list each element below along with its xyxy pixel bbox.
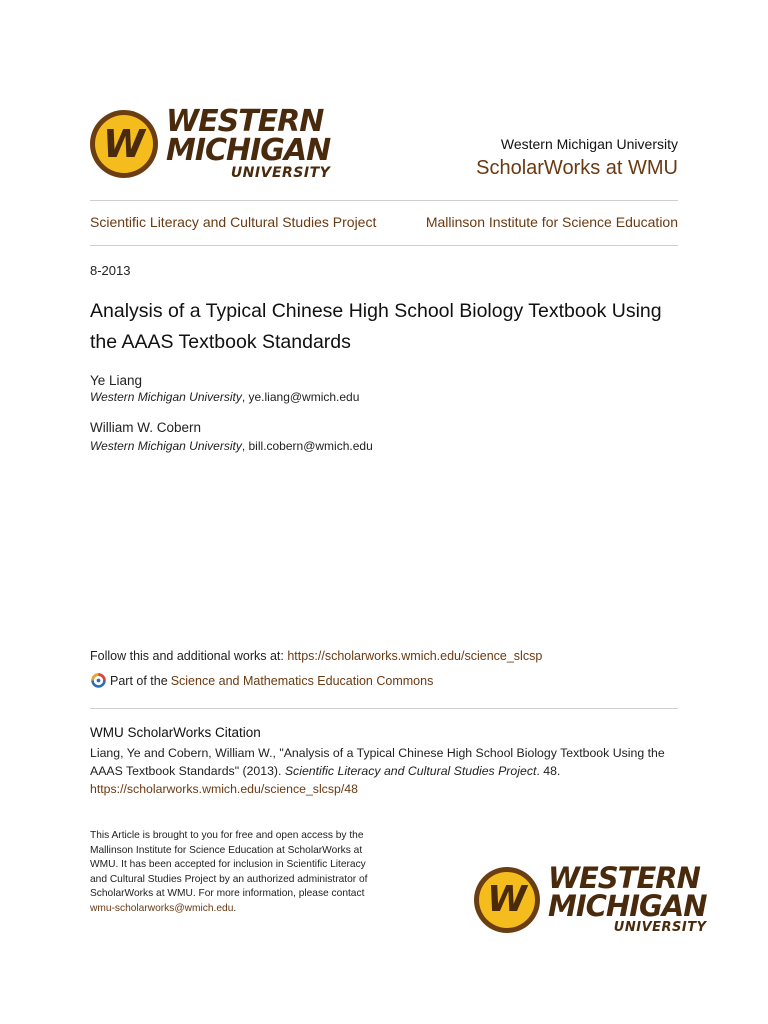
logo-line-1: WESTERN [166,104,324,139]
department-link[interactable]: Mallinson Institute for Science Education [425,214,678,230]
notice-end: . [233,902,237,914]
article-title: Analysis of a Typical Chinese High School Biology Textbook Using the AAAS Textbook Standards [90,300,662,353]
logo-line-2: MICHIGAN [548,888,707,923]
logo-line-3: UNIVERSITY [230,165,331,181]
access-notice [90,829,382,917]
affiliation-text: Western Michigan University [90,390,242,404]
logo-line-1: WESTERN [548,861,700,895]
collection-link[interactable]: Scientific Literacy and Cultural Studies Project [90,214,377,230]
follow-label: Follow this and additional works at: [90,649,288,663]
badge-letter: W [103,122,145,167]
commons-network-icon [90,672,107,689]
commons-link[interactable]: Science and Mathematics Education Commons [170,673,434,688]
logo-line-2: MICHIGAN [166,132,331,168]
notice-text: This Article is brought to you for free and open access by the Mallinson Institute for Science Education at ScholarWorks at WMU. It has been accepted for inclusion in Scientific Literacy and Cultural Studies Project by an authorized administrator of ScholarWorks at WMU. For more information, please contact [90,830,368,900]
logo-wordmark [548,861,707,936]
contact-email-link[interactable]: wmu-scholarworks@wmich.edu [90,902,234,914]
author-name: Ye Liang [90,373,143,388]
author-affiliation: Western Michigan University, bill.cobern@wmich.edu [90,439,373,453]
citation-text [90,744,680,798]
citation-part-1: Liang, Ye and Cobern, William W., "Analysis of a Typical Chinese High School Biology Textbook Using the AAAS Textbook Standards" (2013). [90,746,665,778]
wmu-badge-icon [474,867,540,933]
publication-date: 8-2013 [90,263,131,278]
logo-wordmark [166,104,331,181]
citation-url-link[interactable]: https://scholarworks.wmich.edu/science_slcsp/48 [90,782,358,796]
collection-url-link[interactable]: https://scholarworks.wmich.edu/science_slcsp [287,649,543,663]
badge-letter: W [487,879,527,921]
citation-heading: WMU ScholarWorks Citation [90,725,261,740]
wmu-logo-top [90,104,331,181]
divider-nav [90,245,678,246]
divider-citation [90,708,678,709]
divider-top [90,200,678,201]
part-of-label: Part of the [110,673,168,688]
affiliation-text: Western Michigan University [90,439,242,453]
author-name: William W. Cobern [90,420,202,435]
citation-part-2: . 48. [536,764,561,778]
part-of-line [90,672,433,689]
follow-line [90,649,542,663]
author-affiliation: Western Michigan University, ye.liang@wmich.edu [90,390,360,404]
institution-name: Western Michigan University [500,136,678,152]
author-email: bill.cobern@wmich.edu [248,439,373,453]
logo-line-3: UNIVERSITY [613,920,707,936]
author-email: ye.liang@wmich.edu [248,390,360,404]
repository-link[interactable]: ScholarWorks at WMU [476,157,678,179]
citation-series: Scientific Literacy and Cultural Studies Project [284,764,537,778]
wmu-badge-icon [90,110,158,178]
wmu-logo-bottom [474,861,707,936]
